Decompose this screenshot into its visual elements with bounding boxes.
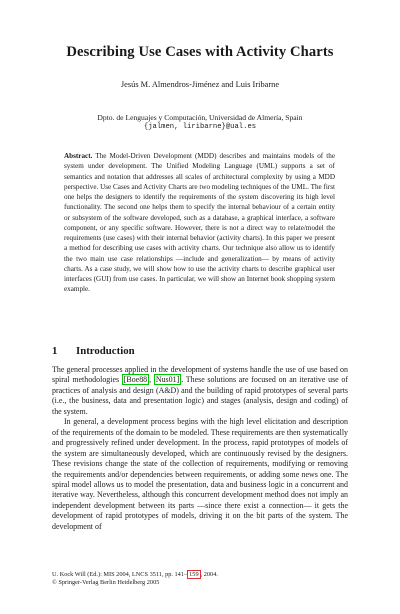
paragraph-text: The general processes applied in the development of systems handle the use of use based on spiral methodologies: [52, 365, 348, 385]
paragraph: In general, a development process begins with the high level elicitation and description of the requirements of the domain to be modeled. These requirements are then systematically and progressively refined under development. In the process, rapid prototypes of models of the system are simultaneously developed, which are continuously revised by the designers. These revisions change the state of the collection of requirements, modifying or removing the requirements and/or dependencies between requirements, or adding some news one. The spiral model allows us to model the presentation, data and business logic in a concurrent and iterative way. Nevertheless, although this concurrent development method does not imply an independent development between its parts —since there exist a connection— it gets the development of rapid prototypes of models, driving it on the bit parts of the system. The development of: [52, 417, 348, 531]
section-heading: [52, 345, 352, 357]
author-affiliation: Dpto. de Lenguajes y Computación, Universidad de Almería, Spain: [97, 113, 303, 122]
paper-authors: Jesús M. Almendros-Jiménez and Luis Iribarne: [120, 80, 280, 89]
section-title: Introduction: [76, 345, 135, 357]
section-number: 1: [52, 345, 58, 357]
paragraph-text: . These solutions are focused on an iterative use of practices of analysis and design (A&D) and the building of rapid prototypes of several parts (i.e., the business, data and presentation logic) and stages (analysis, design and coding) of the system.: [52, 375, 348, 416]
citation-separator: ,: [149, 375, 154, 385]
footer-text: U. Kock Will (Ed.): MIS 2004, LNCS 3511, pp. 141–: [52, 571, 188, 578]
author-emails: {jalmen, liribarne}@ual.es: [143, 123, 257, 131]
citation-link[interactable]: [Boe88: [123, 375, 148, 385]
copyright-line: © Springer-Verlag Berlin Heidelberg 2005: [52, 579, 160, 587]
paragraph: [52, 365, 348, 417]
paper-title: Describing Use Cases with Activity Charts: [66, 44, 334, 60]
abstract-text: The Model-Driven Development (MDD) describes and maintains models of the system under development. The Unified Modeling Language (UML) supports a set of semantics and notation that addresses all scales of architectural complexity by using a MDD perspective. Use Cases and Activity Charts are two modeling techniques of the UML. The first one helps the designers to identify the requirements of the system discovering its high level functionality. The second one helps them to specify the internal behaviour of a certain entity or subsystem of the software developed, such as a database, a graphical interface, a software component, or any specific software. However, there is not a direct way to relate/model the requirements (use cases) with their internal behavior (activity charts). In this paper we present a method for describing use cases with activity charts. Our technique also allow us to identify the two main use case relationships —include and generalization— by means of activity charts. As a case study, we will show how to use the activity charts to describe graphical user interfaces (GUI) from use cases. In particular, we will show an Internet book shopping system example.: [64, 152, 335, 294]
citation-link[interactable]: Nus01]: [155, 375, 180, 385]
abstract-label: Abstract.: [64, 152, 93, 160]
footer-text: , 2004.: [200, 571, 218, 578]
abstract: [64, 151, 335, 295]
section-body: [52, 365, 348, 532]
page-range-link[interactable]: 159: [189, 571, 199, 578]
page-footer: [52, 571, 352, 588]
footer-citation: [52, 571, 352, 579]
